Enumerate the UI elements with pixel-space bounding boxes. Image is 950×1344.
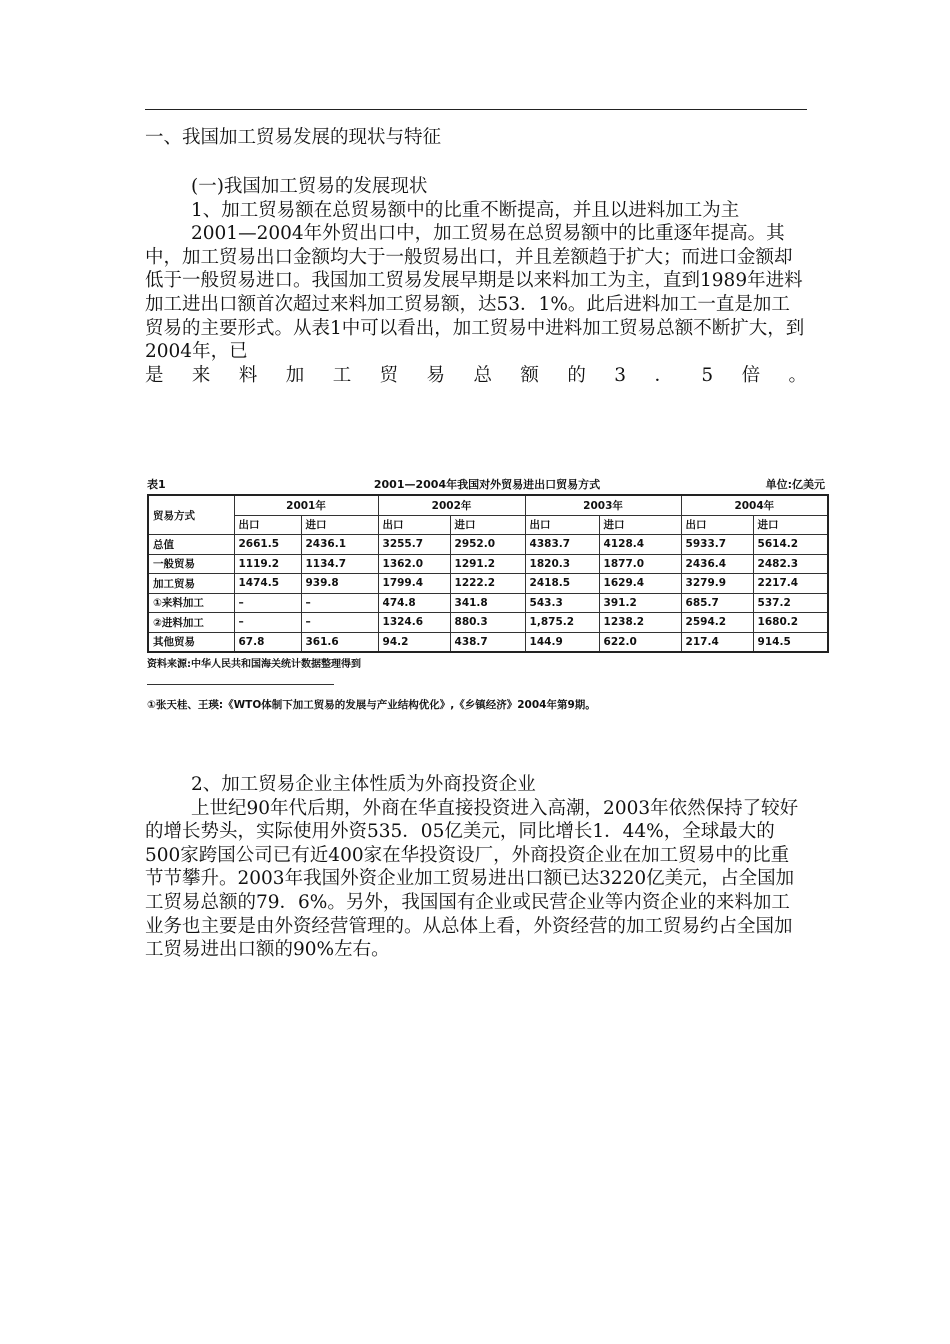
paragraph-two: 上世纪90年代后期，外商在华直接投资进入高潮，2003年依然保持了较好的增长势头，实际使用外资535．05亿美元，同比增长1．44%，全球最大的500家跨国公司已有近400家在华投资设厂，外商投资企业在加工贸易中的比重节节攀升。2003年我国外资企业加工贸易进出口额已达3220亿美元，占全国加工贸易总额的79．6%。另外，我国国有企业或民营企业等内资企业的来料加工业务也主要是由外资经营管理的。从总体上看，外资经营的加工贸易约占全国加工贸易进出口额的90%左右。 bbox=[145, 797, 799, 961]
section-one bbox=[145, 175, 807, 387]
year-header: 2003年 bbox=[525, 495, 681, 515]
corner-cell: 贸易方式 bbox=[148, 495, 234, 535]
table-cell: 1291.2 bbox=[450, 554, 525, 574]
table-cell: 67.8 bbox=[234, 632, 301, 652]
trade-table bbox=[147, 494, 829, 653]
table-cell: 1799.4 bbox=[378, 574, 450, 594]
table-title: 2001—2004年我国对外贸易进出口贸易方式 bbox=[373, 478, 601, 491]
subheading: (一)我国加工贸易的发展现状 bbox=[191, 176, 428, 197]
table-cell: 2436.1 bbox=[301, 535, 378, 555]
table-row bbox=[148, 593, 828, 613]
table-row bbox=[148, 613, 828, 633]
table-cell: 1222.2 bbox=[450, 574, 525, 594]
table-label: 表1 bbox=[147, 478, 166, 491]
table-cell: 1629.4 bbox=[599, 574, 681, 594]
table-cell: 939.8 bbox=[301, 574, 378, 594]
table-cell: 914.5 bbox=[753, 632, 828, 652]
table-cell: 880.3 bbox=[450, 613, 525, 633]
section-two bbox=[145, 773, 807, 962]
section-heading bbox=[145, 126, 807, 150]
table-year-row bbox=[148, 495, 828, 515]
table-unit: 单位:亿美元 bbox=[765, 478, 825, 491]
table-cell: 2418.5 bbox=[525, 574, 599, 594]
table-cell: 2594.2 bbox=[681, 613, 753, 633]
table-cell: 474.8 bbox=[378, 593, 450, 613]
table-cell: 2482.3 bbox=[753, 554, 828, 574]
table-cell: 2217.4 bbox=[753, 574, 828, 594]
table-cell: 1362.0 bbox=[378, 554, 450, 574]
table-cell: 685.7 bbox=[681, 593, 753, 613]
table-cell: 1119.2 bbox=[234, 554, 301, 574]
row-label: 其他贸易 bbox=[148, 632, 234, 652]
table-cell: 2952.0 bbox=[450, 535, 525, 555]
table-cell: 1474.5 bbox=[234, 574, 301, 594]
sub-header: 进口 bbox=[753, 515, 828, 535]
footnote: ①张天桂、王瑛:《WTO体制下加工贸易的发展与产业结构优化》,《乡镇经济》2004年第9期。 bbox=[147, 699, 596, 711]
table-cell: 1,875.2 bbox=[525, 613, 599, 633]
table-cell: 4128.4 bbox=[599, 535, 681, 555]
row-label: 总值 bbox=[148, 535, 234, 555]
table-cell: 5933.7 bbox=[681, 535, 753, 555]
table-cell: – bbox=[234, 613, 301, 633]
sub-header: 出口 bbox=[234, 515, 301, 535]
table-cell: 391.2 bbox=[599, 593, 681, 613]
table-cell: 4383.7 bbox=[525, 535, 599, 555]
table-cell: – bbox=[301, 613, 378, 633]
heading-text: 一、我国加工贸易发展的现状与特征 bbox=[145, 127, 442, 148]
table-sub-row bbox=[148, 515, 828, 535]
sub-header: 出口 bbox=[525, 515, 599, 535]
table-cell: 341.8 bbox=[450, 593, 525, 613]
table-cell: 1820.3 bbox=[525, 554, 599, 574]
sub-header: 进口 bbox=[301, 515, 378, 535]
year-header: 2004年 bbox=[681, 495, 828, 515]
point-two: 2、加工贸易企业主体性质为外商投资企业 bbox=[191, 774, 536, 795]
table-cell: 622.0 bbox=[599, 632, 681, 652]
year-header: 2001年 bbox=[234, 495, 378, 515]
row-label: ②进料加工 bbox=[148, 613, 234, 633]
sub-header: 出口 bbox=[681, 515, 753, 535]
table-cell: 5614.2 bbox=[753, 535, 828, 555]
table-cell: 2436.4 bbox=[681, 554, 753, 574]
table-row bbox=[148, 574, 828, 594]
paragraph-one-last-line: 是来料加工贸易总额的3．5倍。 bbox=[145, 364, 807, 386]
table-cell: 537.2 bbox=[753, 593, 828, 613]
table-source: 资料来源:中华人民共和国海关统计数据整理得到 bbox=[147, 659, 361, 670]
table-cell: 94.2 bbox=[378, 632, 450, 652]
sub-header: 进口 bbox=[450, 515, 525, 535]
table-cell: 1680.2 bbox=[753, 613, 828, 633]
table-cell: 2661.5 bbox=[234, 535, 301, 555]
table-cell: – bbox=[234, 593, 301, 613]
header-rule bbox=[145, 109, 807, 110]
table-cell: 1324.6 bbox=[378, 613, 450, 633]
table-cell: 361.6 bbox=[301, 632, 378, 652]
footnote-rule bbox=[147, 684, 334, 685]
sub-header: 出口 bbox=[378, 515, 450, 535]
row-label: 加工贸易 bbox=[148, 574, 234, 594]
table-cell: 438.7 bbox=[450, 632, 525, 652]
table-cell: 1134.7 bbox=[301, 554, 378, 574]
row-label: 一般贸易 bbox=[148, 554, 234, 574]
table-row bbox=[148, 535, 828, 555]
table-cell: 543.3 bbox=[525, 593, 599, 613]
table-cell: 3279.9 bbox=[681, 574, 753, 594]
table-cell: – bbox=[301, 593, 378, 613]
row-label: ①来料加工 bbox=[148, 593, 234, 613]
sub-header: 进口 bbox=[599, 515, 681, 535]
table-row bbox=[148, 632, 828, 652]
point-one: 1、加工贸易额在总贸易额中的比重不断提高，并且以进料加工为主 bbox=[191, 199, 740, 221]
table-header bbox=[147, 472, 827, 494]
year-header: 2002年 bbox=[378, 495, 525, 515]
paragraph-one: 2001—2004年外贸出口中，加工贸易在总贸易额中的比重逐年提高。其中，加工贸易出口金额均大于一般贸易出口，并且差额趋于扩大；而进口金额却低于一般贸易进口。我国加工贸易发展早期是以来料加工为主，直到1989年进料加工进出口额首次超过来料加工贸易额，达53．1%。此后进料加工一直是加工贸易的主要形式。从表1中可以看出，加工贸易中进料加工贸易总额不断扩大，到2004年，已 bbox=[145, 223, 805, 363]
table-cell: 217.4 bbox=[681, 632, 753, 652]
trade-table-figure bbox=[147, 472, 827, 670]
table-cell: 144.9 bbox=[525, 632, 599, 652]
table-cell: 1238.2 bbox=[599, 613, 681, 633]
table-cell: 1877.0 bbox=[599, 554, 681, 574]
table-cell: 3255.7 bbox=[378, 535, 450, 555]
table-row bbox=[148, 554, 828, 574]
